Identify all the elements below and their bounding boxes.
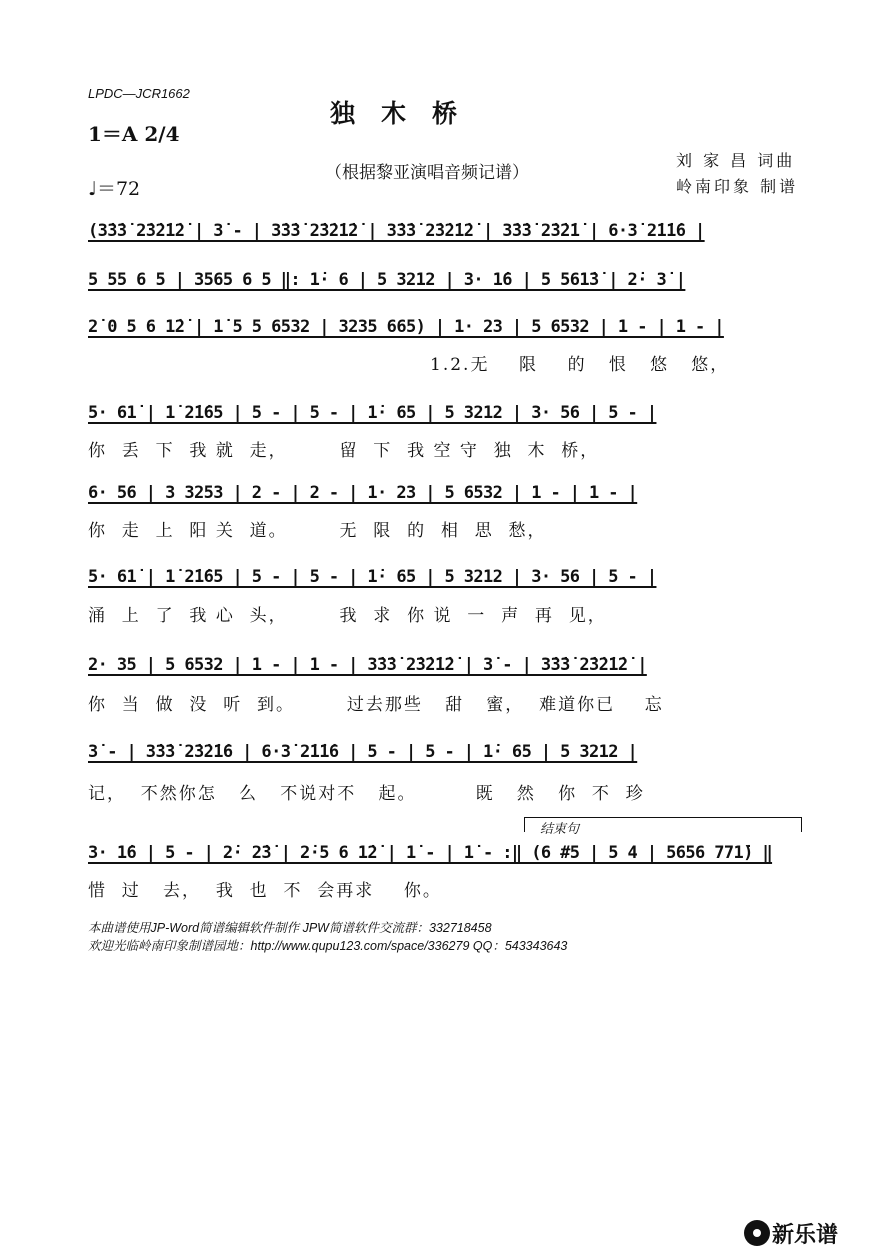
key-signature: 1＝A 2/4	[88, 122, 180, 146]
notation-line-5: 6· 56 | 3 3253 | 2 - | 2 - | 1· 23 | 5 6532 | 1 - | 1 - |	[88, 483, 638, 503]
notation-line-7: 2· 35 | 5 6532 | 1 - | 1 - | 3̇3̇3̇ 2̇3̇2̇1̇2̇ | 3̇ - | 3̇3̇3̇ 2̇3̇2̇1̇2̇ |	[88, 655, 647, 675]
lyric-line-7: 你 当 做 没 听 到。 过去那些 甜 蜜， 难道你已 忘	[88, 695, 664, 715]
footer-line-2: 欢迎光临岭南印象制谱园地：http://www.qupu123.com/space/336279 QQ：543343643	[88, 939, 568, 953]
notation-line-6: 5· 61̇ | 1̇ 2̇1̇65 | 5 - | 5 - | 1̇· 65 | 5 3212 | 3· 56 | 5 - |	[88, 567, 657, 587]
notation-line-2: 5 55 6 5 | 3565 6 5 ‖: 1̇· 6 | 5 3212 | 3· 1̇6 | 5 561̇3̇ | 2̇· 3̇ |	[88, 270, 686, 290]
notation-line-4: 5· 61̇ | 1̇ 2̇1̇65 | 5 - | 5 - | 1̇· 65 | 5 3212 | 3· 56 | 5 - |	[88, 403, 657, 423]
site-logo[interactable]: 新乐谱	[772, 1223, 839, 1248]
credit-transcriber: 岭南印象 制谱	[676, 177, 799, 196]
notation-line-9: 3· 1̇6 | 5 - | 2̇· 2̇3̇ | 2̇·5 6 1̇2̇ | 1̇ - | 1̇ - :‖ (6 #5 | 5 4 | 5656 771̇) ‖	[88, 843, 773, 863]
lyric-line-9: 惜 过 去， 我 也 不 会再求 你。	[88, 881, 442, 901]
notation-line-3: 2̇ 0 5 6 1̇2̇ | 1̇ 5 5 6532 | 3235 665) | 1· 23 | 5 6532 | 1 - | 1 - |	[88, 317, 724, 337]
song-title: 独木桥	[330, 99, 484, 128]
lyric-line-5: 你 走 上 阳 关 道。 无 限 的 相 思 愁，	[88, 521, 547, 541]
lyric-line-6: 涌 上 了 我 心 头， 我 求 你 说 一 声 再 见，	[88, 606, 607, 626]
ending-label: 结束句	[540, 822, 580, 837]
record-icon	[744, 1220, 770, 1246]
notation-line-8: 3̇ - | 3̇3̇3̇ 2̇3̇2̇1̇6 | 6·3̇ 2̇1̇1̇6 | 5 - | 5 - | 1̇· 65 | 5 3212 |	[88, 742, 638, 762]
credit-lyrics-music: 刘 家 昌 词曲	[676, 151, 796, 170]
score-code: LPDC—JCR1662	[88, 86, 190, 101]
subtitle: （根据黎亚演唱音频记谱）	[325, 163, 529, 183]
footer-line-1: 本曲谱使用JP-Word简谱编辑软件制作 JPW简谱软件交流群：332718458	[88, 921, 492, 935]
lyric-line-3: 1.2.无 限 的 恨 悠 悠，	[430, 355, 730, 375]
tempo-marking: ♩＝72	[88, 178, 141, 200]
notation-line-1: (3̇3̇3̇ 2̇3̇2̇1̇2̇ | 3̇ - | 3̇3̇3̇ 2̇3̇2̇1̇2̇ | 3̇3̇3̇ 2̇3̇2̇1̇2̇ | 3̇3̇3̇ 2̇3̇2̇1̇ | 6·3̇ 2̇1̇1̇6 |	[88, 221, 705, 241]
lyric-line-4: 你 丢 下 我 就 走， 留 下 我 空 守 独 木 桥，	[88, 441, 600, 461]
lyric-line-8: 记， 不然你怎 么 不说对不 起。 既 然 你 不 珍	[88, 784, 645, 804]
